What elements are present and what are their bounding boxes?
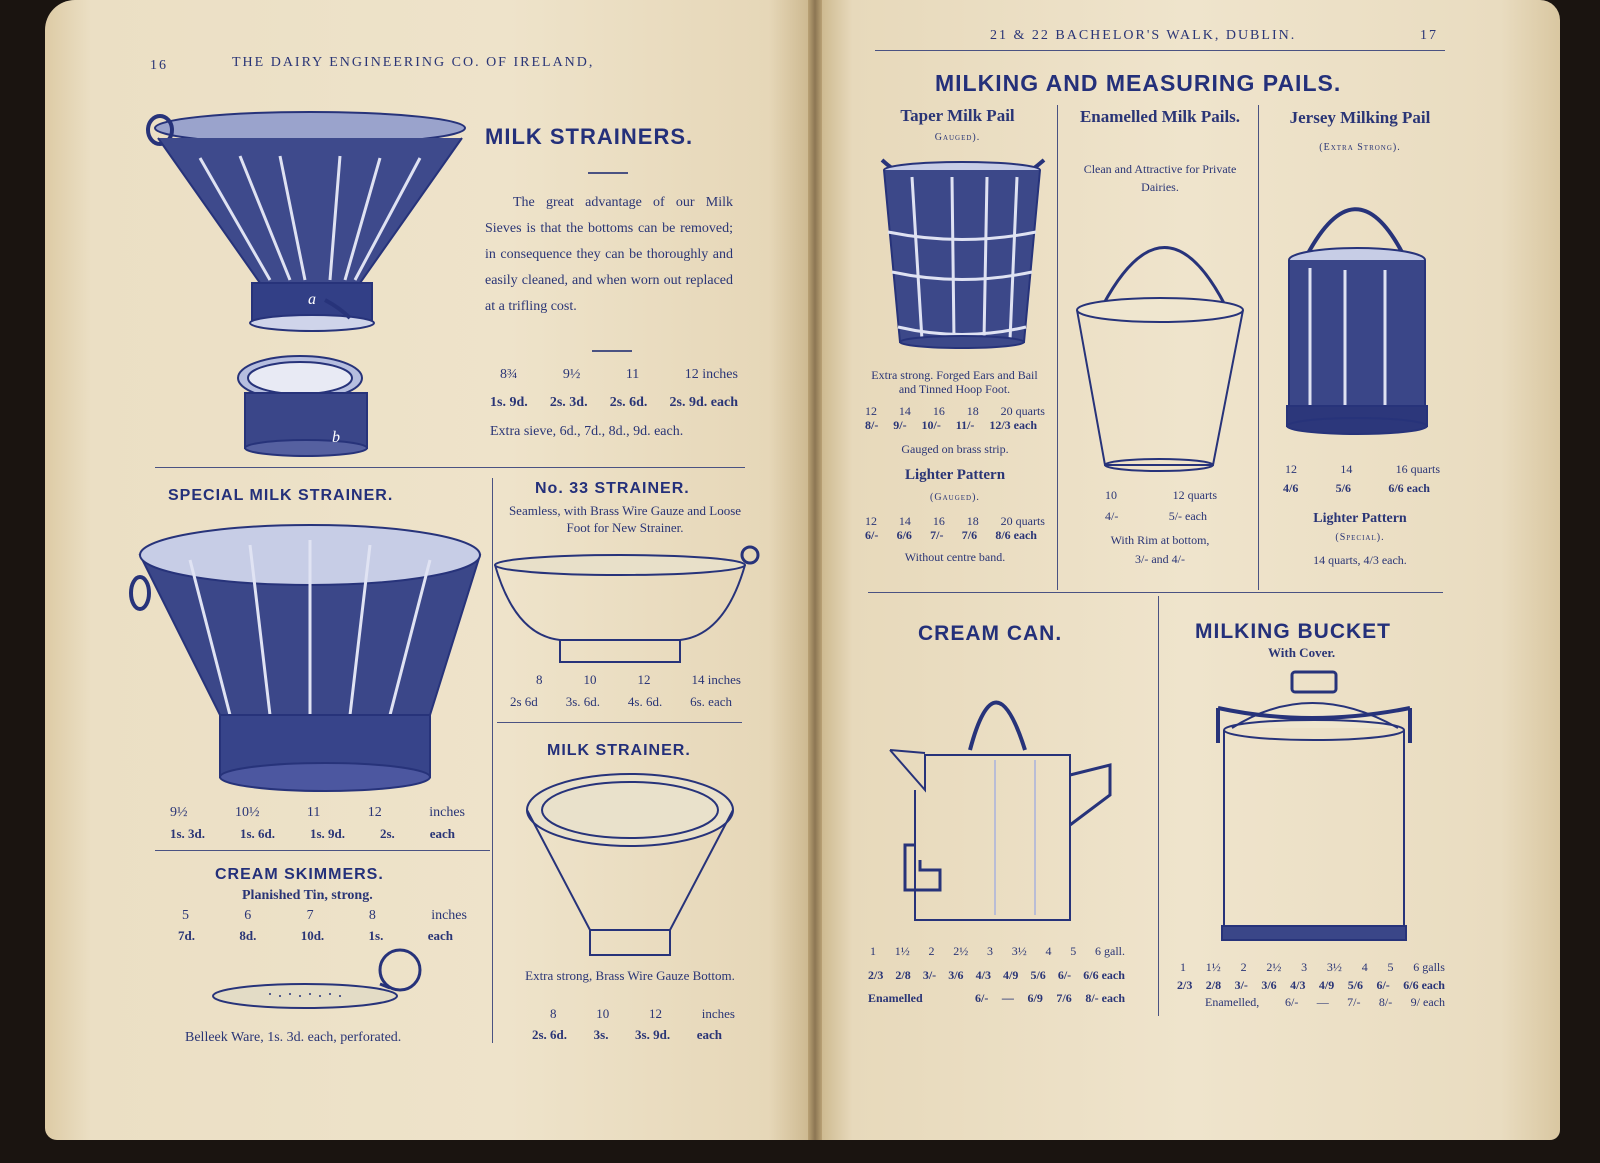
- price: 2/8: [895, 968, 911, 982]
- taper-lighter-note: Without centre band.: [904, 550, 1006, 564]
- price: 6/6 each: [1388, 481, 1430, 495]
- label-a: a: [308, 291, 316, 308]
- size: 9½: [562, 367, 581, 382]
- price: 4/3: [975, 968, 991, 982]
- size: 16 quarts: [1395, 462, 1440, 476]
- milk-strainer-illustration: [140, 108, 480, 468]
- price: 4/6: [1283, 481, 1299, 495]
- price: 7d.: [178, 928, 195, 943]
- price: 4/9: [1318, 978, 1335, 992]
- price: 2s. 6d.: [609, 395, 648, 410]
- price: 6/-: [1057, 968, 1072, 982]
- milk-strainer-2-title: MILK STRAINER.: [547, 742, 691, 759]
- price: each: [429, 826, 455, 841]
- jersey-pail-sub: (Extra Strong).: [1319, 142, 1401, 153]
- size: inches: [431, 908, 467, 923]
- size: 11: [625, 367, 640, 382]
- enamelled-pail-prices: [1105, 509, 1207, 524]
- price: 1s. 9d.: [309, 826, 346, 841]
- price: 4/-: [1105, 509, 1119, 523]
- price: 3s. 6d.: [565, 694, 601, 709]
- cream-can-prices: [868, 968, 1125, 983]
- price: 1s. 9d.: [490, 395, 528, 410]
- divider: [588, 172, 628, 174]
- price: 2/8: [1205, 978, 1222, 992]
- cream-skimmers-title: CREAM SKIMMERS.: [215, 866, 384, 883]
- taper-gauge-note: Gauged on brass strip.: [901, 442, 1009, 456]
- price: 2s 6d: [510, 694, 538, 709]
- price: 9/ each: [1410, 995, 1445, 1009]
- jersey-pail-title: Jersey Milking Pail: [1289, 108, 1431, 127]
- size: 18: [966, 404, 979, 418]
- jersey-lighter-title: Lighter Pattern: [1313, 511, 1407, 526]
- size: 11: [306, 805, 321, 820]
- size: 12: [637, 672, 651, 687]
- skimmer-illustration: [210, 948, 430, 1018]
- no33-sizes: [536, 672, 741, 688]
- taper-lighter-sizes: [865, 514, 1045, 529]
- price: each: [696, 1027, 722, 1042]
- price: 7/-: [1347, 995, 1361, 1009]
- taper-pail-desc: Extra strong. Forged Ears and Bail and Tinned Hoop Foot.: [871, 368, 1038, 396]
- size: 5: [182, 908, 189, 923]
- size: 1½: [894, 944, 910, 958]
- price: 6/6 each: [1403, 978, 1445, 992]
- size: 12: [367, 805, 382, 820]
- size: 2: [928, 944, 935, 958]
- size: 8¾: [500, 367, 518, 382]
- size: 10½: [234, 805, 260, 820]
- book-gutter: [808, 0, 822, 1140]
- jersey-pail-prices: [1283, 481, 1430, 496]
- left-running-head: THE DAIRY ENGINEERING CO. OF IRELAND,: [232, 55, 595, 70]
- price: 6/-: [975, 991, 989, 1005]
- milk-strainers-title: MILK STRAINERS.: [485, 124, 694, 149]
- size: 3: [987, 944, 993, 958]
- divider: [592, 350, 632, 352]
- price: 7/6: [1056, 991, 1072, 1005]
- price: 4/9: [1003, 968, 1019, 982]
- column-divider: [1158, 596, 1159, 1016]
- size: 20 quarts: [1000, 404, 1045, 418]
- price: 6/9: [1027, 991, 1043, 1005]
- enamelled-pail-sizes: [1105, 488, 1217, 503]
- size: 10: [1105, 488, 1117, 502]
- enamelled-pail-title: Enamelled Milk Pails.: [1079, 107, 1241, 126]
- price: 1s. 6d.: [239, 826, 276, 841]
- size: inches: [701, 1006, 735, 1021]
- size: 12: [649, 1006, 662, 1021]
- milk-strainer-2-illustration: [525, 770, 735, 960]
- right-running-head: 21 & 22 BACHELOR'S WALK, DUBLIN.: [990, 28, 1297, 43]
- no33-title: No. 33 STRAINER.: [535, 480, 690, 497]
- size: 12: [865, 514, 877, 528]
- price: 2/3: [868, 968, 884, 982]
- price: 5/- each: [1168, 509, 1207, 523]
- milking-bucket-sizes: [1180, 960, 1445, 975]
- size: 10: [583, 672, 597, 687]
- taper-pail-illustration: [872, 152, 1052, 362]
- belleek-note: Belleek Ware, 1s. 3d. each, perforated.: [185, 1030, 402, 1045]
- size: 4: [1045, 944, 1052, 958]
- jersey-lighter-note: 14 quarts, 4/3 each.: [1313, 553, 1407, 567]
- taper-pail-prices: [865, 418, 1037, 433]
- size: 14: [1340, 462, 1353, 476]
- left-page-number: 16: [150, 58, 168, 73]
- size: 2½: [953, 944, 969, 958]
- price: 10/-: [921, 418, 941, 432]
- extra-sieve-note: Extra sieve, 6d., 7d., 8d., 9d. each.: [490, 424, 684, 439]
- size: 9½: [170, 805, 188, 820]
- enamelled-rim-note: With Rim at bottom,: [1110, 533, 1210, 547]
- size: 16: [932, 404, 945, 418]
- size: 16: [932, 514, 945, 528]
- no33-illustration: [495, 540, 760, 670]
- milk-strainer-2-prices: [532, 1027, 722, 1043]
- size: 2: [1240, 960, 1247, 974]
- milk-strainer-2-sizes: [550, 1006, 735, 1022]
- size: 5: [1387, 960, 1394, 974]
- special-strainer-illustration: [130, 515, 490, 800]
- enamelled-rim-prices: 3/- and 4/-: [1135, 552, 1185, 566]
- price: 6/-: [865, 528, 879, 542]
- special-strainer-title: SPECIAL MILK STRAINER.: [168, 487, 394, 504]
- price: 2/3: [1177, 978, 1193, 992]
- milking-bucket-enamelled-prices: [1285, 995, 1445, 1010]
- size: 10: [596, 1006, 610, 1021]
- size: 2½: [1266, 960, 1282, 974]
- taper-pail-sizes: [865, 404, 1045, 419]
- special-strainer-prices: [170, 826, 455, 842]
- price: 8/-: [865, 418, 879, 432]
- price: —: [1316, 995, 1329, 1009]
- enamelled-pail-illustration: [1075, 210, 1250, 475]
- price: 7/6: [961, 528, 978, 542]
- milk-strainers-prices: [490, 395, 738, 411]
- price: 5/6: [1030, 968, 1046, 982]
- divider: [497, 722, 742, 723]
- price: 8d.: [239, 928, 257, 943]
- price: 3/6: [948, 968, 964, 982]
- enamelled-pail-desc: Clean and Attractive for Private Dairies.: [1083, 162, 1237, 194]
- price: 6/-: [1285, 995, 1299, 1009]
- column-divider: [1258, 105, 1259, 590]
- size: 18: [966, 514, 979, 528]
- size: 12: [865, 404, 877, 418]
- size: 3½: [1326, 960, 1342, 974]
- cream-can-sizes: [870, 944, 1125, 959]
- column-divider: [1057, 105, 1058, 590]
- price: 5/6: [1335, 481, 1351, 495]
- no33-prices: [510, 694, 732, 710]
- price: 2s. 9d. each: [669, 395, 738, 410]
- taper-pail-sub: Gauged).: [934, 132, 981, 143]
- size: 1: [870, 944, 876, 958]
- taper-lighter-title: Lighter Pattern: [904, 467, 1006, 483]
- price: 7/-: [930, 528, 944, 542]
- size: 1½: [1205, 960, 1221, 974]
- price: 6s. each: [690, 694, 732, 709]
- jersey-pail-illustration: [1285, 188, 1435, 448]
- size: 3½: [1011, 944, 1027, 958]
- milk-strainers-sizes: [500, 367, 738, 383]
- jersey-pail-sizes: [1285, 462, 1440, 477]
- price: 6/6: [896, 528, 912, 542]
- size: 8: [368, 908, 376, 923]
- cream-skimmers-prices: [178, 928, 453, 944]
- cream-skimmers-subtitle: Planished Tin, strong.: [242, 888, 373, 903]
- size: 6 gall.: [1095, 944, 1125, 958]
- price: 8/- each: [1085, 991, 1125, 1005]
- jersey-lighter-sub: (Special).: [1335, 532, 1385, 543]
- taper-lighter-sub: (Gauged).: [930, 492, 980, 503]
- price: 9/-: [893, 418, 907, 432]
- divider: [868, 592, 1443, 593]
- price: 3/-: [922, 968, 937, 982]
- price: 3/6: [1261, 978, 1277, 992]
- price: 2s. 6d.: [532, 1027, 568, 1042]
- divider: [875, 50, 1445, 51]
- price: 2s. 3d.: [549, 395, 588, 410]
- milking-bucket-enamelled-label: Enamelled,: [1205, 995, 1260, 1009]
- divider: [155, 467, 745, 468]
- cream-can-illustration: [885, 665, 1125, 930]
- price: 1s. 3d.: [170, 826, 206, 841]
- size: 12 inches: [684, 367, 738, 382]
- price: 1s.: [368, 928, 384, 943]
- taper-pail-title: Taper Milk Pail: [900, 106, 1015, 125]
- special-strainer-sizes: [170, 805, 465, 821]
- size: 8: [536, 672, 543, 687]
- milking-bucket-prices: [1177, 978, 1445, 993]
- size: 12: [1285, 462, 1297, 476]
- cream-can-enamelled-label: Enamelled: [868, 991, 923, 1005]
- size: 4: [1361, 960, 1368, 974]
- milking-bucket-illustration: [1210, 668, 1420, 953]
- price: —: [1001, 991, 1014, 1005]
- no33-desc: Seamless, with Brass Wire Gauze and Loose Foot for New Strainer.: [508, 503, 742, 535]
- price: 6/6 each: [1083, 968, 1125, 982]
- milk-strainers-body: The great advantage of our Milk Sieves is that the bottoms can be removed; in consequence they can be thoroughly and easily cleaned, and when worn out replaced at a trifling cost.: [485, 195, 733, 314]
- column-divider: [492, 478, 493, 1043]
- size: 14: [898, 404, 911, 418]
- size: 7: [306, 908, 314, 923]
- price: 3/-: [1234, 978, 1248, 992]
- price: 12/3 each: [989, 418, 1037, 432]
- size: 1: [1180, 960, 1186, 974]
- pails-section-title: MILKING AND MEASURING PAILS.: [935, 70, 1342, 96]
- milking-bucket-sub: With Cover.: [1268, 645, 1336, 660]
- cream-can-enamelled-prices: [975, 991, 1125, 1006]
- size: 3: [1301, 960, 1308, 974]
- size: 12 quarts: [1172, 488, 1217, 502]
- price: 8/-: [1378, 995, 1393, 1009]
- divider: [155, 850, 490, 851]
- price: each: [427, 928, 453, 943]
- size: 6 galls: [1413, 960, 1445, 974]
- taper-lighter-prices: [865, 528, 1037, 543]
- price: 5/6: [1347, 978, 1364, 992]
- price: 6/-: [1376, 978, 1390, 992]
- price: 4/3: [1290, 978, 1306, 992]
- size: 8: [550, 1006, 557, 1021]
- size: 14: [898, 514, 911, 528]
- price: 8/6 each: [995, 528, 1037, 542]
- price: 3s. 9d.: [635, 1027, 671, 1042]
- price: 2s.: [379, 826, 395, 841]
- milking-bucket-title: MILKING BUCKET: [1195, 620, 1391, 643]
- price: 10d.: [300, 928, 325, 943]
- size: 14 inches: [691, 672, 741, 687]
- price: 4s. 6d.: [627, 694, 663, 709]
- size: 5: [1070, 944, 1077, 958]
- milk-strainer-2-desc: Extra strong, Brass Wire Gauze Bottom.: [525, 968, 735, 983]
- size: inches: [429, 805, 465, 820]
- cream-can-title: CREAM CAN.: [918, 622, 1063, 645]
- size: 20 quarts: [1000, 514, 1045, 528]
- label-b: b: [332, 429, 340, 446]
- right-page-number: 17: [1420, 28, 1438, 43]
- price: 11/-: [955, 418, 975, 432]
- cream-skimmers-sizes: [182, 908, 467, 924]
- price: 3s.: [593, 1027, 609, 1042]
- size: 6: [244, 908, 252, 923]
